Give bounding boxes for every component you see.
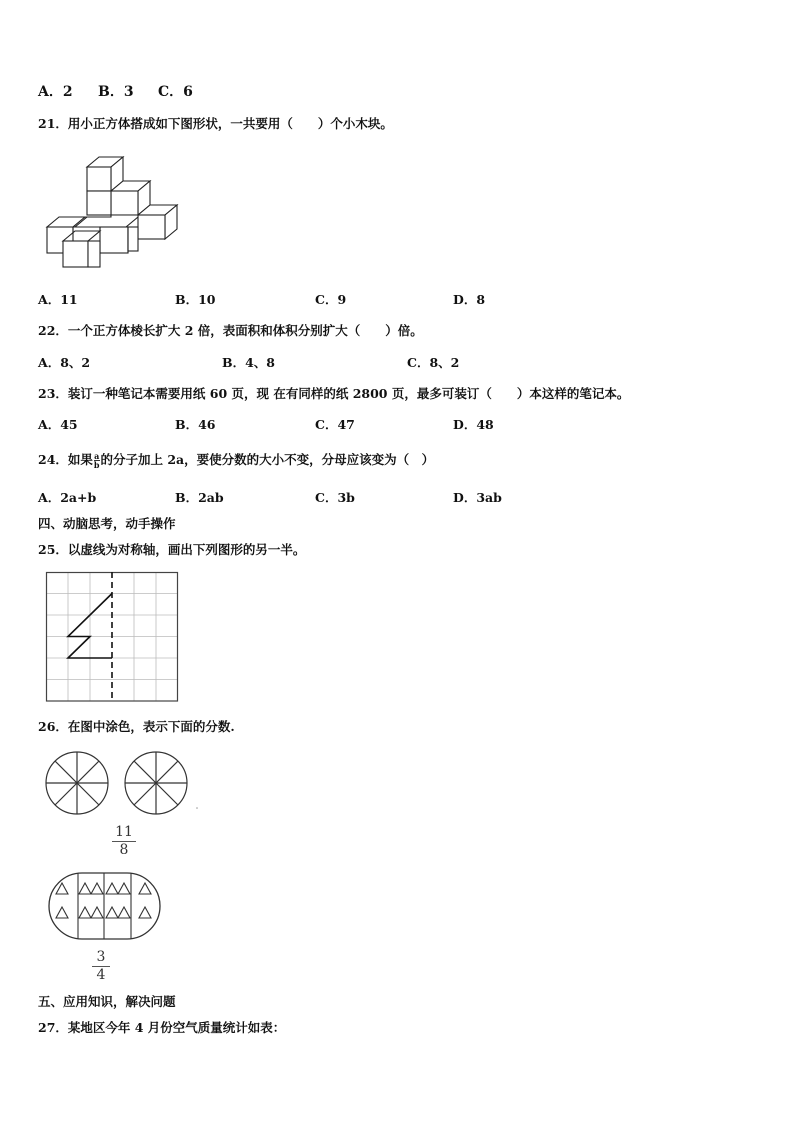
q24-frac-numerator: a (94, 451, 100, 461)
q24-fraction (94, 452, 100, 469)
q24-option-b[interactable]: B．2ab (175, 490, 224, 505)
q26-fraction-1-numerator: 11 (115, 824, 133, 840)
q22-option-c[interactable]: C．8、2 (407, 355, 460, 370)
q26-fraction-1-denominator: 8 (119, 842, 129, 858)
q26-question: 26．在图中涂色，表示下面的分数. (38, 719, 235, 734)
q20-option-c[interactable]: C．6 (158, 84, 193, 100)
q24-question (38, 452, 434, 469)
q24-option-c[interactable]: C．3b (315, 490, 355, 505)
q20-option-b[interactable]: B．3 (98, 84, 134, 100)
circle-figures (44, 750, 204, 820)
q24-suffix: 的分子加上 2a，要使分数的大小不变，分母应该变为（ ） (100, 452, 435, 467)
q21-option-c[interactable]: C．9 (315, 292, 347, 307)
q24-frac-denominator: b (93, 460, 100, 470)
q21-option-a[interactable]: A．11 (38, 292, 78, 307)
q26-fraction-2 (92, 950, 110, 983)
q22-question: 22．一个正方体棱长扩大 2 倍，表面积和体积分别扩大（ ）倍。 (38, 323, 423, 338)
q23-question: 23．装订一种笔记本需要用纸 60 页，现 在有同样的纸 2800 页，最多可装订（ ）本这样的笔记本。 (38, 386, 630, 401)
q21-option-d[interactable]: D．8 (453, 292, 486, 307)
section-4-heading: 四、动脑思考，动手操作 (38, 516, 176, 531)
q21-question: 21．用小正方体搭成如下图形状，一共要用（ ）个小木块。 (38, 116, 393, 131)
symmetry-grid-figure (46, 572, 181, 702)
q21-option-b[interactable]: B．10 (175, 292, 216, 307)
q26-fraction-2-denominator: 4 (96, 967, 106, 983)
q25-question: 25．以虚线为对称轴，画出下列图形的另一半。 (38, 542, 306, 557)
q20-option-a[interactable]: A．2 (38, 84, 73, 100)
q24-option-a[interactable]: A．2a+b (38, 490, 97, 505)
q24-option-d[interactable]: D．3ab (453, 490, 502, 505)
q26-fraction-2-numerator: 3 (96, 949, 106, 965)
q22-option-b[interactable]: B．4、8 (222, 355, 275, 370)
q27-question: 27．某地区今年 4 月份空气质量统计如表： (38, 1020, 286, 1035)
q23-option-a[interactable]: A．45 (38, 417, 78, 432)
section-5-heading: 五、应用知识，解决问题 (38, 994, 176, 1009)
q23-option-b[interactable]: B．46 (175, 417, 216, 432)
q23-option-d[interactable]: D．48 (453, 417, 494, 432)
q26-fraction-1 (112, 825, 136, 858)
q24-prefix: 24．如果 (38, 452, 93, 467)
q22-option-a[interactable]: A．8、2 (38, 355, 91, 370)
q23-option-c[interactable]: C．47 (315, 417, 355, 432)
cube-stack-figure (45, 155, 185, 270)
triangle-oval-figure (48, 872, 163, 942)
